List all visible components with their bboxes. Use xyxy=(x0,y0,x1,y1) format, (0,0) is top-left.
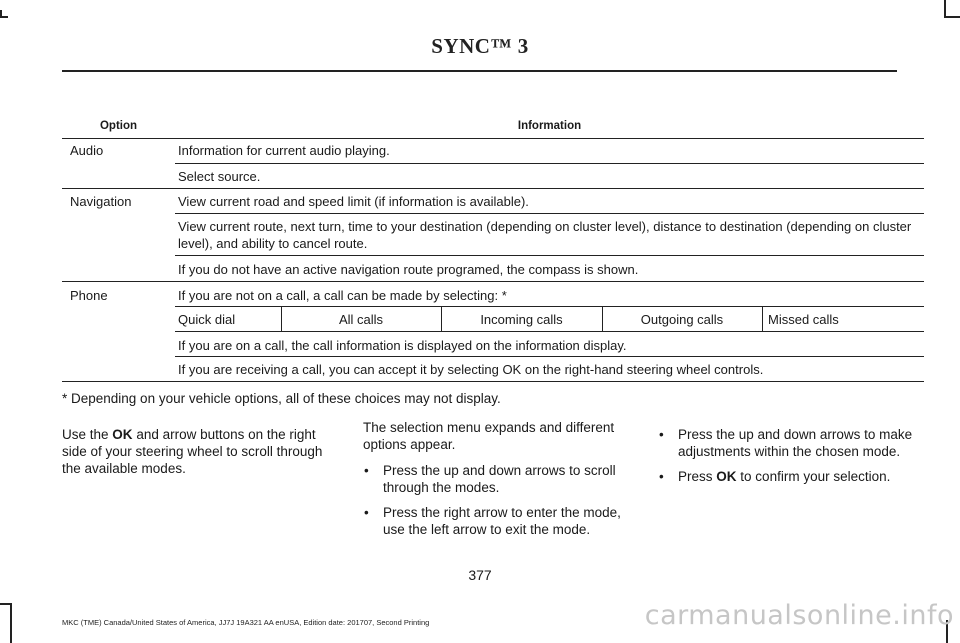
table-divider xyxy=(175,213,924,214)
list-item: • Press OK to confirm your selection. xyxy=(659,469,891,484)
bullet-icon: • xyxy=(364,505,369,520)
list-item: • Press the up and down arrows to scroll through the modes. xyxy=(364,463,616,495)
watermark[interactable]: carmanualsonline.info xyxy=(644,600,954,631)
audio-info: Select source. xyxy=(178,169,261,184)
bullet-icon: • xyxy=(364,463,369,478)
page-title: SYNC™ 3 xyxy=(431,34,529,58)
navigation-info: If you do not have an active navigation route programed, the compass is shown. xyxy=(178,262,639,277)
navigation-info: View current route, next turn, time to your destination (depending on cluster level), distance to destination (depending on cluster level), and ability to cancel route. xyxy=(178,219,912,251)
phone-choice: Incoming calls xyxy=(480,312,563,327)
list-item: • Press the up and down arrows to make adjustments within the chosen mode. xyxy=(659,427,913,459)
table-divider xyxy=(62,188,924,189)
crop-mark xyxy=(0,16,8,18)
header-rule xyxy=(62,70,897,72)
body-column-2 xyxy=(363,419,638,546)
list-item: • Press the right arrow to enter the mode, use the left arrow to exit the mode. xyxy=(364,505,621,537)
phone-choice: Outgoing calls xyxy=(640,312,724,327)
page-number: 377 xyxy=(468,567,492,583)
ok-button-label: OK xyxy=(716,469,737,484)
table-divider xyxy=(62,138,924,139)
paragraph: The selection menu expands and different options appear. xyxy=(363,420,615,452)
table-divider xyxy=(175,163,924,164)
paragraph: Use the OK and arrow buttons on the right side of your steering wheel to scroll through the available modes. xyxy=(62,427,323,476)
phone-info: If you are receiving a call, you can accept it by selecting OK on the right-hand steering wheel controls. xyxy=(178,362,764,377)
phone-choice: Quick dial xyxy=(178,312,236,327)
body-column-3 xyxy=(658,426,928,493)
phone-info: If you are not on a call, a call can be made by selecting: * xyxy=(178,288,507,303)
table-divider xyxy=(762,306,763,331)
option-audio: Audio xyxy=(70,143,104,158)
phone-choice: All calls xyxy=(338,312,384,327)
table-divider xyxy=(175,331,924,332)
table-divider xyxy=(62,381,924,382)
footer-text: MKC (TME) Canada/United States of America, JJ7J 19A321 AA enUSA, Edition date: 201707, Second Printing xyxy=(62,618,430,627)
column-header-option: Option xyxy=(99,120,138,132)
bullet-icon: • xyxy=(659,427,664,442)
crop-mark xyxy=(0,603,12,605)
ok-button-label: OK xyxy=(112,427,133,442)
bullet-icon: • xyxy=(659,469,664,484)
table-divider xyxy=(175,255,924,256)
crop-mark xyxy=(944,16,960,18)
table-divider xyxy=(175,356,924,357)
table-divider xyxy=(175,306,924,307)
navigation-info: View current road and speed limit (if information is available). xyxy=(178,194,529,209)
phone-info: If you are on a call, the call information is displayed on the information display. xyxy=(178,338,627,353)
option-navigation: Navigation xyxy=(70,194,132,209)
footnote: * Depending on your vehicle options, all of these choices may not display. xyxy=(62,391,501,406)
phone-choice: Missed calls xyxy=(768,312,839,327)
crop-mark xyxy=(10,603,12,643)
option-phone: Phone xyxy=(70,288,108,303)
audio-info: Information for current audio playing. xyxy=(178,143,390,158)
table-divider xyxy=(62,281,924,282)
column-header-information: Information xyxy=(517,120,582,132)
body-column-1 xyxy=(62,426,340,486)
